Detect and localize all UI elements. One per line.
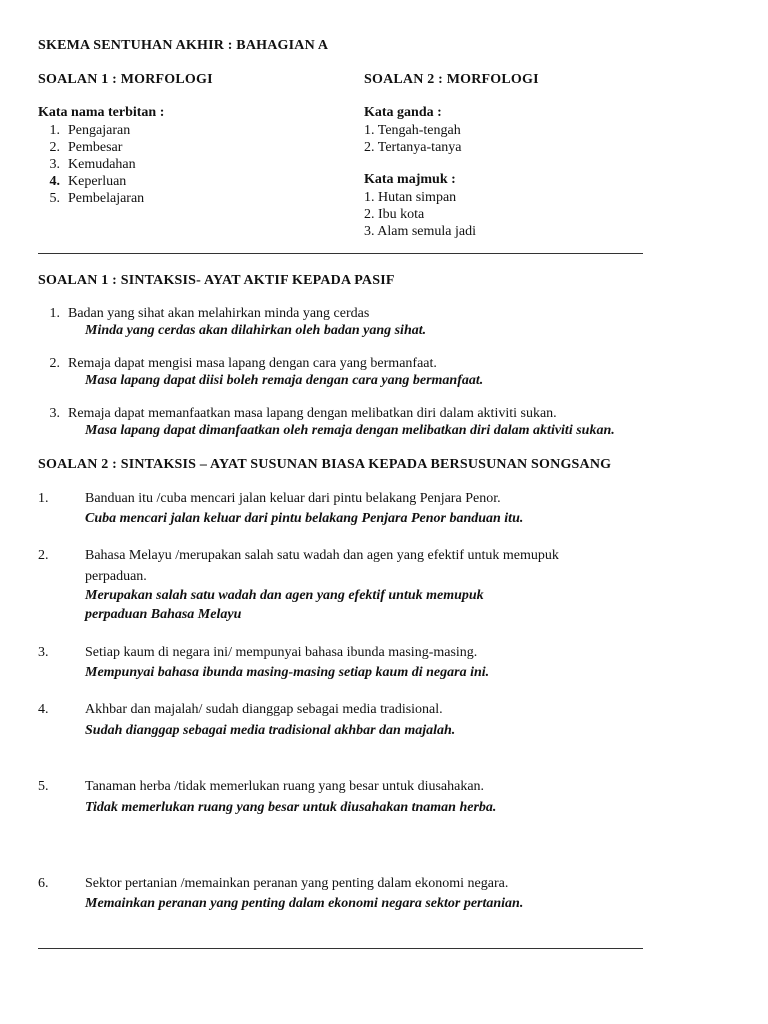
sintaksis1-item-3 (38, 406, 615, 439)
item-number: 1. (38, 491, 49, 506)
question-text: Remaja dapat mengisi masa lapang dengan cara yang bermanfaat. (68, 356, 437, 371)
soalan2-morfologi-heading: SOALAN 2 : MORFOLOGI (364, 72, 539, 87)
answer-text: Cuba mencari jalan keluar dari pintu belakang Penjara Penor banduan itu. (85, 511, 524, 526)
answer-text: Tidak memerlukan ruang yang besar untuk diusahakan tnaman herba. (85, 800, 497, 815)
answer-text: Memainkan peranan yang penting dalam ekonomi negara sektor pertanian. (85, 896, 524, 911)
kata-majmuk-list (364, 189, 476, 240)
answer-text: Masa lapang dapat diisi boleh remaja dengan cara yang bermanfaat. (85, 373, 484, 388)
list-item: 3. Alam semula jadi (364, 224, 476, 239)
answer-text: Masa lapang dapat dimanfaatkan oleh remaja dengan melibatkan diri dalam aktiviti sukan. (85, 423, 615, 438)
question-text: Badan yang sihat akan melahirkan minda yang cerdas (68, 306, 370, 321)
answer-text: perpaduan Bahasa Melayu (85, 607, 242, 622)
divider (38, 253, 643, 254)
kata-ganda-list (364, 122, 462, 156)
answer-text: Sudah dianggap sebagai media tradisional akhbar dan majalah. (85, 723, 456, 738)
list-item: 1. Tengah-tengah (364, 123, 461, 138)
item-number: 2. (49, 356, 60, 371)
kata-nama-list (38, 122, 144, 207)
list-item: 1. Pengajaran (49, 123, 131, 138)
kata-ganda-label: Kata ganda : (364, 105, 442, 120)
question-text: Banduan itu /cuba mencari jalan keluar dari pintu belakang Penjara Penor. (85, 491, 501, 506)
answer-text: Mempunyai bahasa ibunda masing-masing setiap kaum di negara ini. (85, 665, 490, 680)
list-item: 3. Kemudahan (49, 157, 136, 172)
item-number: 6. (38, 876, 49, 891)
list-item: 4. Keperluan (49, 174, 127, 189)
question-text: perpaduan. (85, 569, 147, 584)
list-item: 2. Pembesar (49, 140, 123, 155)
question-text: Tanaman herba /tidak memerlukan ruang yang besar untuk diusahakan. (85, 779, 485, 794)
soalan1-sintaksis-heading: SOALAN 1 : SINTAKSIS- AYAT AKTIF KEPADA PASIF (38, 273, 395, 288)
question-text: Remaja dapat memanfaatkan masa lapang dengan melibatkan diri dalam aktiviti sukan. (68, 406, 557, 421)
question-text: Setiap kaum di negara ini/ mempunyai bahasa ibunda masing-masing. (85, 645, 478, 660)
soalan1-morfologi-heading: SOALAN 1 : MORFOLOGI (38, 72, 213, 87)
sintaksis1-item-1 (38, 306, 426, 339)
list-item: 2. Tertanya-tanya (364, 140, 462, 155)
item-number: 1. (49, 306, 60, 321)
soalan2-sintaksis-heading: SOALAN 2 : SINTAKSIS – AYAT SUSUNAN BIASA KEPADA BERSUSUNAN SONGSANG (38, 457, 612, 472)
item-number: 2. (38, 548, 49, 563)
question-text: Bahasa Melayu /merupakan salah satu wadah dan agen yang efektif untuk memupuk (85, 548, 559, 563)
question-text: Akhbar dan majalah/ sudah dianggap sebagai media tradisional. (85, 702, 443, 717)
item-number: 4. (38, 702, 49, 717)
answer-text: Minda yang cerdas akan dilahirkan oleh badan yang sihat. (85, 323, 427, 338)
list-item: 2. Ibu kota (364, 207, 425, 222)
list-item: 1. Hutan simpan (364, 190, 457, 205)
question-text: Sektor pertanian /memainkan peranan yang penting dalam ekonomi negara. (85, 876, 509, 891)
kata-nama-terbitan-label: Kata nama terbitan : (38, 105, 165, 120)
item-number: 5. (38, 779, 49, 794)
kata-majmuk-label: Kata majmuk : (364, 172, 456, 187)
document-title: SKEMA SENTUHAN AKHIR : BAHAGIAN A (38, 38, 329, 53)
item-number: 3. (38, 645, 49, 660)
sintaksis1-item-2 (38, 356, 483, 389)
item-number: 3. (49, 406, 60, 421)
divider (38, 948, 643, 949)
answer-text: Merupakan salah satu wadah dan agen yang efektif untuk memupuk (85, 588, 484, 603)
list-item: 5. Pembelajaran (49, 191, 145, 206)
